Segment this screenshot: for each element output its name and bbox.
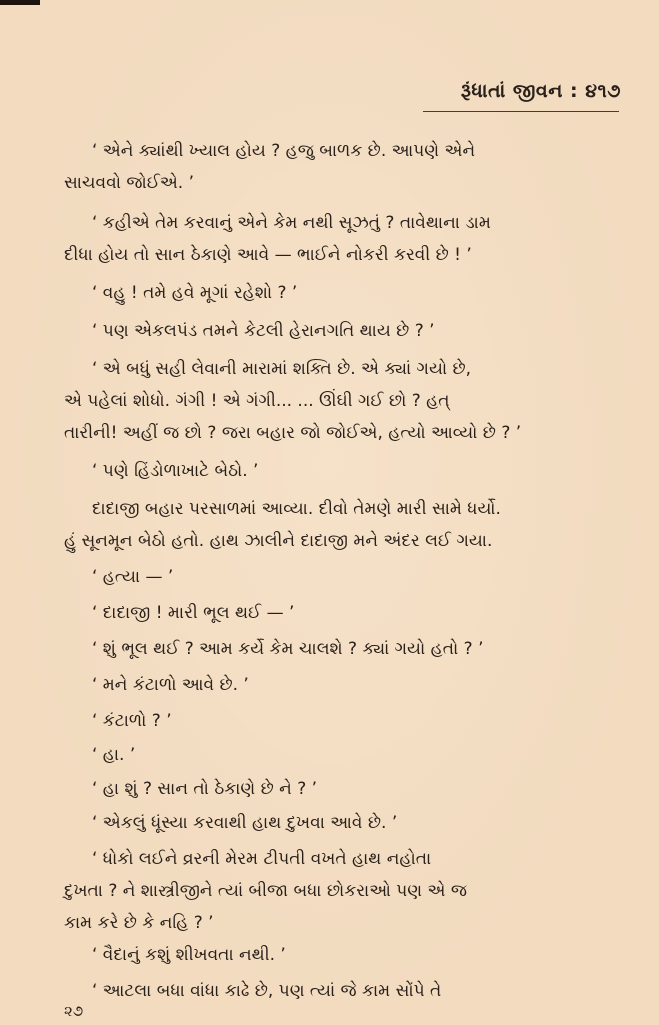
text-line: ‘ કહીએ તેમ કરવાનું એને કેમ નથી સૂઝતું ? તાવેથાના ડામ [92, 213, 491, 233]
text-line: ‘ એકલું ધૂંસ્યા કરવાથી હાથ દુખવા આવે છે. ’ [92, 813, 398, 833]
running-head: રૂંધાતાં જીવન : ૪૧૭ [460, 80, 621, 102]
text-line: ‘ એને ક્યાંથી ખ્યાલ હોય ? હજુ બાળક છે. આપણે એને [92, 141, 476, 161]
text-line: ‘ વૈદાનું કશું શીખવતા નથી. ’ [92, 945, 286, 965]
text-line: ‘ વહુ ! તમે હવે મૂગાં રહેશો ? ’ [92, 283, 298, 303]
text-line: એ પહેલાં શોધો. ગંગી ! એ ગંગી... ... ઊંઘી ગઈ છો ? હત્ [64, 391, 450, 411]
page-number: ૨૭ [64, 1002, 84, 1020]
text-line: ‘ એ બધું સહી લેવાની મારામાં શક્તિ છે. એ ક્યાં ગયો છે, [92, 359, 472, 379]
text-line: તારીની! અહીં જ છો ? જરા બહાર જો જોઈએ, હત્યો આવ્યો છે ? ’ [64, 423, 522, 443]
text-line: ‘ દાદાજી ! મારી ભૂલ થઈ — ’ [92, 603, 295, 623]
text-line: ‘ હા શું ? સાન તો ઠેકાણે છે ને ? ’ [92, 779, 318, 799]
text-line: ‘ હત્યા — ’ [92, 567, 174, 587]
text-line: દાદાજી બહાર પરસાળમાં આવ્યા. દીવો તેમણે મારી સામે ધર્યો. [92, 499, 501, 519]
text-line: કામ કરે છે કે નહિ ? ’ [64, 913, 214, 933]
text-line: ‘ કંટાળો ? ’ [92, 711, 172, 731]
text-line: ‘ પણ એકલપંડ તમને કેટલી હેરાનગતિ થાય છે ? ’ [92, 321, 435, 341]
text-line: ‘ મને કંટાળો આવે છે. ’ [92, 675, 249, 695]
text-line: ‘ શું ભૂલ થઈ ? આમ કર્યે કેમ ચાલશે ? ક્યાં ગયો હતો ? ’ [92, 639, 484, 659]
text-line: ‘ પણે હિંડોળાખાટે બેઠો. ’ [92, 461, 259, 481]
text-line: સાચવવો જોઈએ. ’ [64, 173, 194, 193]
text-line: દુખતા ? ને શાસ્ત્રીજીને ત્યાં બીજા બધા છોકરાઓ પણ એ જ [64, 881, 467, 901]
text-line: ‘ ધોકો લઈને વ્રરની મેરમ ટીપતી વખતે હાથ નહોતા [92, 849, 432, 869]
text-line: ‘ હા. ’ [92, 745, 136, 765]
text-line: દીધા હોય તો સાન ઠેકાણે આવે — ભાઈને નોકરી કરવી છે ! ’ [64, 245, 472, 265]
text-line: હું સૂનમૂન બેઠો હતો. હાથ ઝાલીને દાદાજી મને અંદર લઈ ગયા. [64, 531, 493, 551]
text-line: ‘ આટલા બધા વાંધા કાઢે છે, પણ ત્યાં જે કામ સોંપે તે [92, 981, 442, 1001]
